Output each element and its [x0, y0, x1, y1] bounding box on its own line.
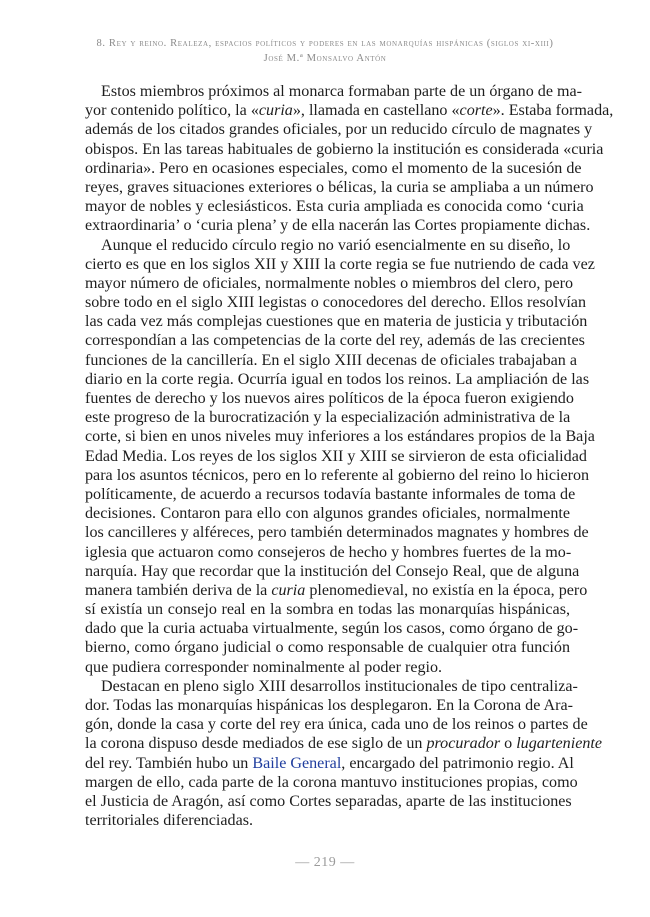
text-line: decisiones. Contaron para ello con algunos grandes oficiales, normalmente — [85, 505, 570, 523]
text-line: este progreso de la burocratización y la especialización administrativa de la — [85, 409, 571, 427]
italic-term: procurador — [426, 735, 501, 753]
text-line: las cada vez más complejas cuestiones que en materia de justicia y tributación — [85, 313, 588, 331]
text-line: bierno, como órgano judicial o como responsable de cualquier otra función — [85, 639, 570, 657]
text-line: funciones de la cancillería. En el siglo XIII decenas de oficiales trabajaban a — [85, 351, 577, 369]
running-head — [60, 36, 590, 66]
text-line: Aunque el reducido círculo regio no varió esencialmente en su diseño, lo — [101, 236, 571, 254]
paragraph — [85, 677, 602, 831]
text-line: además de los citados grandes oficiales, por un reducido círculo de magnates y — [85, 121, 593, 139]
text-line: reyes, graves situaciones exteriores o bélicas, la curia se ampliaba a un número — [85, 178, 594, 196]
italic-term: corte — [459, 102, 493, 120]
running-head-title: 8. Rey y reino. Realeza, espacios políticos y poderes en las monarquías hispánicas (siglos xi-xiii) — [96, 38, 554, 49]
text-line: ordinaria». Pero en ocasiones especiales, como el momento de la sucesión de — [85, 159, 582, 177]
text-line: que pudiera corresponder nominalmente al poder regio. — [85, 658, 443, 676]
text-line: cierto es que en los siglos XII y XIII la corte regia se fue nutriendo de cada vez — [85, 255, 595, 273]
text-line: diario en la corte regia. Ocurría igual en todos los reinos. La ampliación de las — [85, 370, 590, 388]
italic-term: curia — [271, 581, 306, 599]
text-line: manera también deriva de la curia plenomedieval, no existía en la época, pero — [85, 581, 588, 599]
text-line: iglesia que actuaron como consejeros de hecho y hombres fuertes de la mo- — [85, 543, 572, 561]
text-line: fuentes de derecho y los nuevos aires políticos de la época fueron exigiendo — [85, 390, 574, 407]
text-line: correspondían a las competencias de la corte del rey, además de las crecientes — [85, 332, 585, 350]
text-line: sobre todo en el siglo XIII legistas o conocedores del derecho. Ellos resolvían — [85, 294, 586, 312]
text-line: la corona dispuso desde mediados de ese siglo de un procurador o lugarteniente — [85, 735, 602, 753]
page-number: — 219 — — [295, 855, 355, 870]
text-line: mayor de nobles y eclesiásticos. Esta curia ampliada es conocida como ‘curia — [85, 198, 584, 216]
body-text — [85, 82, 614, 830]
text-line: yor contenido político, la «curia», llamada en castellano «corte». Estaba formada, — [85, 102, 614, 120]
running-head-author: José M.ª Monsalvo Antón — [263, 53, 387, 64]
text-line: Estos miembros próximos al monarca formaban parte de un órgano de ma- — [101, 83, 583, 100]
text-line: margen de ello, cada parte de la corona mantuvo instituciones propias, como — [85, 773, 578, 791]
italic-term: curia — [258, 102, 293, 120]
text-line: sí existía un consejo real en la sombra en todas las monarquías hispánicas, — [85, 601, 570, 619]
text-line: extraordinaria’ o ‘curia plena’ y de ella nacerán las Cortes propiamente dichas. — [85, 217, 591, 235]
paragraph — [85, 82, 614, 236]
text-line: para los asuntos técnicos, pero en lo referente al gobierno del reino lo hicieron — [85, 466, 590, 484]
text-line: corte, si bien en unos niveles muy inferiores a los estándares propios de la Baja — [85, 428, 595, 446]
text-line: el Justicia de Aragón, así como Cortes separadas, aparte de las instituciones — [85, 792, 572, 810]
text-line: gón, donde la casa y corte del rey era única, cada uno de los reinos o partes de — [85, 716, 588, 734]
text-line: narquía. Hay que recordar que la institución del Consejo Real, que de alguna — [85, 562, 580, 580]
text-line: del rey. También hubo un Baile General, encargado del patrimonio regio. Al — [85, 754, 574, 772]
text-line: territoriales diferenciadas. — [85, 812, 254, 830]
text-line: Edad Media. Los reyes de los siglos XII y XIII se sirvieron de esta oficialidad — [85, 447, 587, 465]
text-line: obispos. En las tareas habituales de gobierno la institución es considerada «curia — [85, 140, 604, 158]
text-line: Destacan en pleno siglo XIII desarrollos institucionales de tipo centraliza- — [101, 677, 578, 695]
text-line: políticamente, de acuerdo a recursos todavía bastante informales de toma de — [85, 485, 576, 503]
text-line: mayor número de oficiales, normalmente nobles o miembros del clero, pero — [85, 274, 574, 292]
text-line: los cancilleres y alféreces, pero también determinados magnates y hombres de — [85, 524, 589, 542]
paragraph — [85, 236, 595, 677]
italic-term: lugarteniente — [516, 735, 602, 753]
text-line: dado que la curia actuaba virtualmente, según los casos, como órgano de go- — [85, 620, 579, 638]
glossary-link[interactable]: Baile General — [252, 754, 342, 772]
text-line: dor. Todas las monarquías hispánicas los desplegaron. En la Corona de Ara- — [85, 697, 573, 714]
